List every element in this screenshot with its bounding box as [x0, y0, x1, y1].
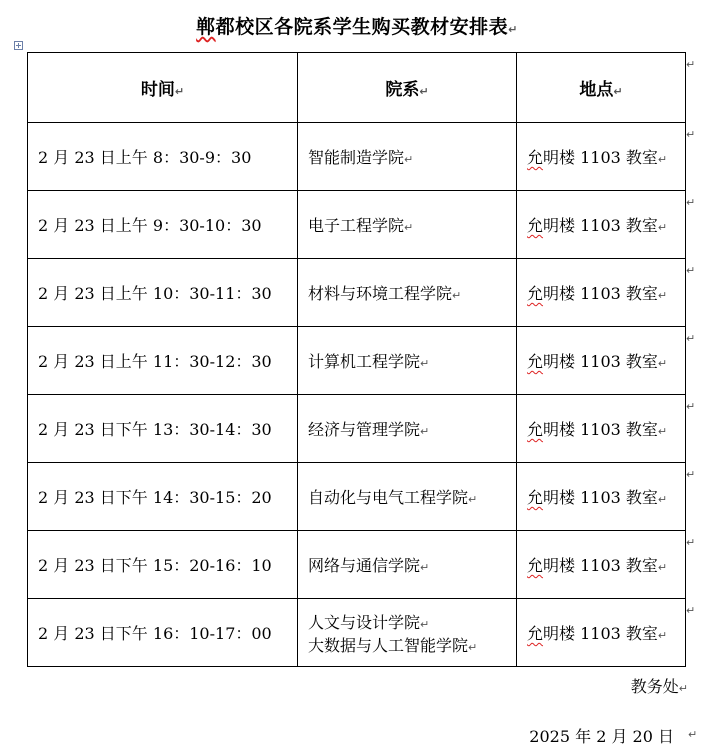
location-cell: 允明楼 1103 教室↵: [517, 259, 686, 327]
header-location: 地点↵: [517, 53, 686, 123]
page-title: [0, 12, 714, 39]
header-department: 院系↵: [298, 53, 517, 123]
table-row: [28, 531, 686, 599]
department-cell: [298, 395, 517, 463]
department-name: 大数据与人工智能学院↵: [308, 635, 478, 655]
time-cell: 2 月 23 日上午 11：30-12：30: [28, 327, 298, 395]
department-cell: [298, 191, 517, 259]
department-cell: [298, 463, 517, 531]
location-cell: 允明楼 1103 教室↵: [517, 191, 686, 259]
table-row: [28, 191, 686, 259]
location-cell: 允明楼 1103 教室↵: [517, 395, 686, 463]
department-name: 智能制造学院↵: [308, 148, 414, 167]
department-cell: [298, 531, 517, 599]
department-name: 计算机工程学院↵: [308, 352, 430, 371]
time-cell: 2 月 23 日下午 16：10-17：00: [28, 599, 298, 667]
location-cell: 允明楼 1103 教室↵: [517, 599, 686, 667]
time-cell: 2 月 23 日上午 9：30-10：30: [28, 191, 298, 259]
department-name: 经济与管理学院↵: [308, 420, 430, 439]
header-time: 时间↵: [28, 53, 298, 123]
department-cell: [298, 327, 517, 395]
table-move-handle-icon[interactable]: [14, 41, 23, 50]
title-text: 都校区各院系学生购买教材安排表: [215, 16, 509, 38]
table-row: [28, 123, 686, 191]
department-name: 电子工程学院↵: [308, 216, 414, 235]
row-end-mark-icon: ↵: [686, 128, 696, 141]
table-row: [28, 327, 686, 395]
department-name: 自动化与电气工程学院↵: [308, 488, 478, 507]
department-name: 材料与环境工程学院↵: [308, 284, 462, 303]
location-cell: 允明楼 1103 教室↵: [517, 123, 686, 191]
table-row: [28, 599, 686, 667]
issuing-office: 教务处↵: [630, 677, 688, 696]
time-cell: 2 月 23 日上午 8：30-9：30: [28, 123, 298, 191]
table-header-row: [28, 53, 686, 123]
location-cell: 允明楼 1103 教室↵: [517, 327, 686, 395]
row-end-mark-icon: ↵: [686, 468, 696, 481]
department-cell: [298, 599, 517, 667]
title-first-char: 郸: [196, 16, 216, 38]
paragraph-mark-icon: ↵: [508, 23, 518, 36]
location-cell: 允明楼 1103 教室↵: [517, 463, 686, 531]
row-end-mark-icon: ↵: [686, 58, 696, 71]
row-end-mark-icon: ↵: [686, 196, 696, 209]
issue-date: 2025 年 2 月 20 日: [529, 727, 674, 746]
row-end-mark-icon: ↵: [686, 332, 696, 345]
department-cell: [298, 259, 517, 327]
time-cell: 2 月 23 日上午 10：30-11：30: [28, 259, 298, 327]
schedule-table: [27, 52, 686, 667]
location-cell: 允明楼 1103 教室↵: [517, 531, 686, 599]
time-cell: 2 月 23 日下午 14：30-15：20: [28, 463, 298, 531]
department-name: 网络与通信学院↵: [308, 556, 430, 575]
department-cell: [298, 123, 517, 191]
row-end-mark-icon: ↵: [686, 536, 696, 549]
row-end-mark-icon: ↵: [686, 400, 696, 413]
paragraph-mark-icon: ↵: [688, 728, 698, 741]
row-end-mark-icon: ↵: [686, 264, 696, 277]
time-cell: 2 月 23 日下午 15：20-16：10: [28, 531, 298, 599]
table-row: [28, 463, 686, 531]
table-row: [28, 259, 686, 327]
department-name: 人文与设计学院↵: [308, 612, 430, 632]
row-end-mark-icon: ↵: [686, 604, 696, 617]
time-cell: 2 月 23 日下午 13：30-14：30: [28, 395, 298, 463]
table-row: [28, 395, 686, 463]
